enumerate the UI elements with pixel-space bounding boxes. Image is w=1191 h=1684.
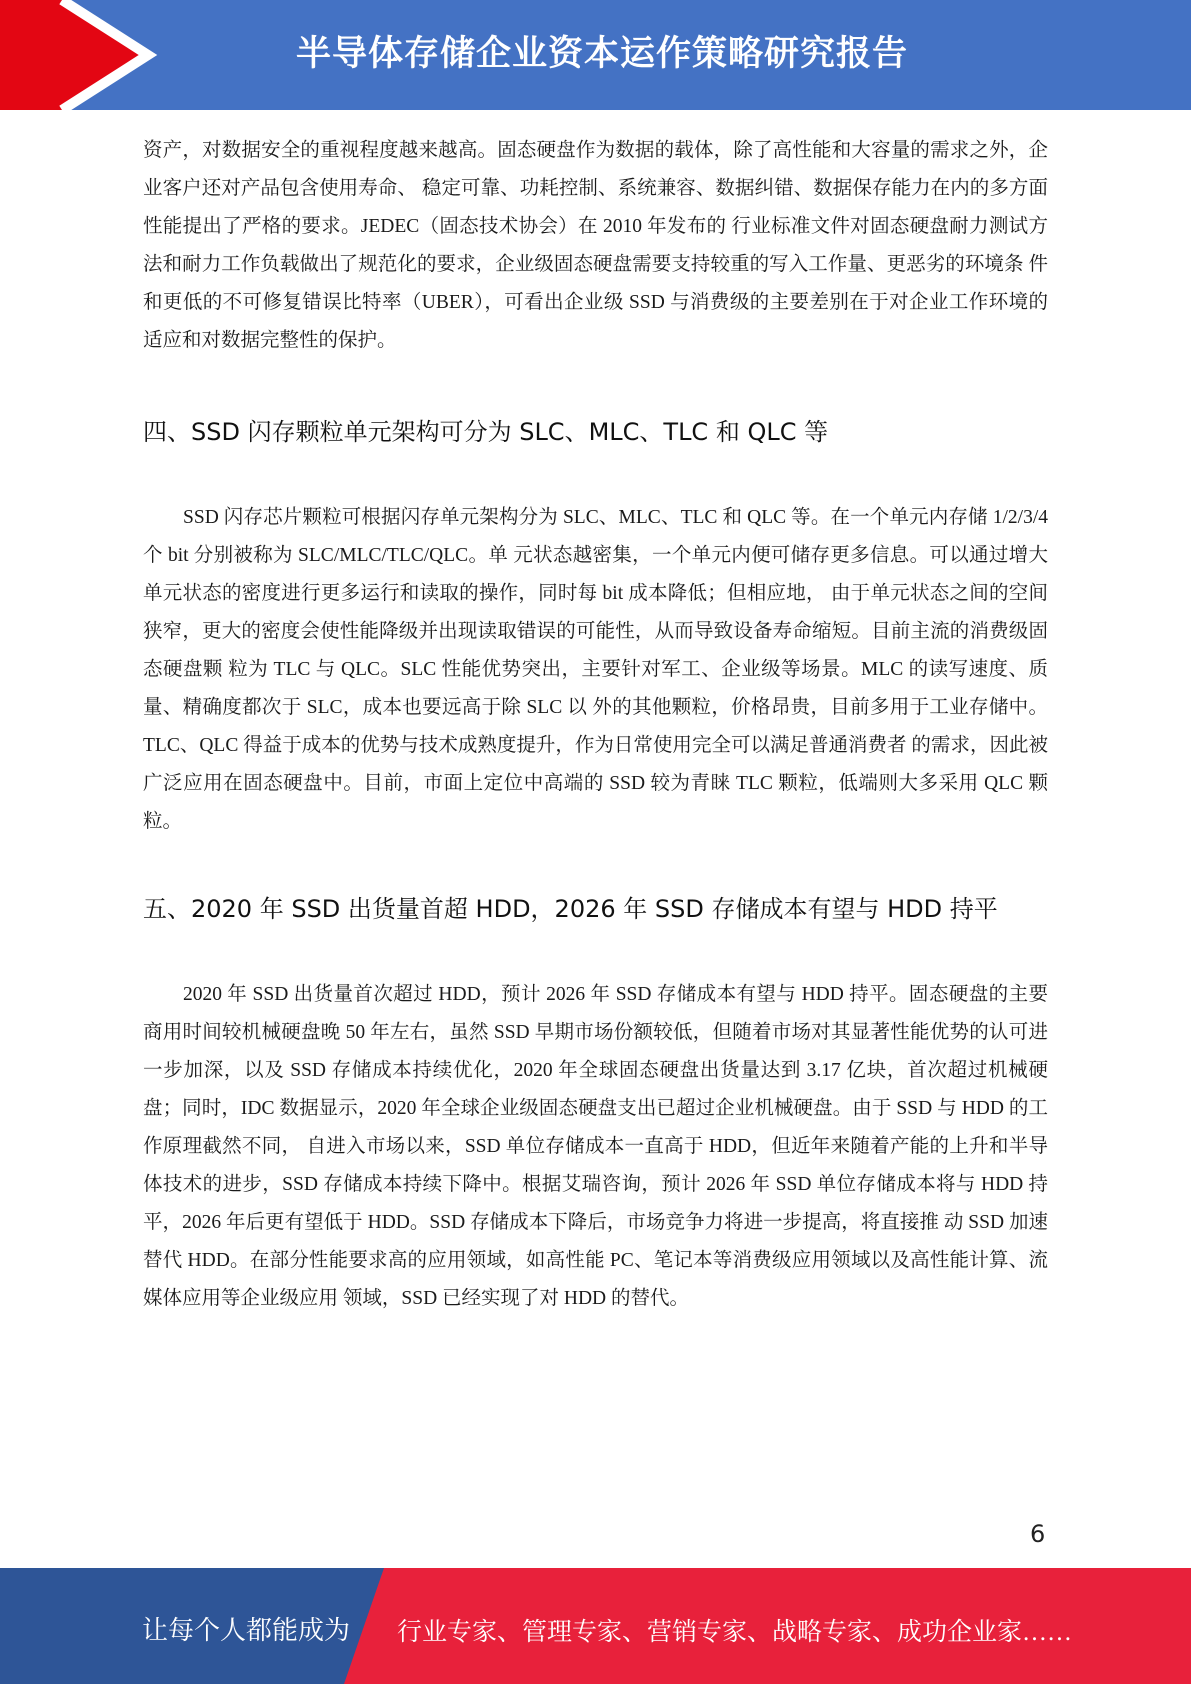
section-5-paragraph: 2020 年 SSD 出货量首次超过 HDD，预计 2026 年 SSD 存储成本有望与 HDD 持平。固态硬盘的主要商用时间较机械硬盘晚 50 年左右，虽然 SSD 早期市场份额较低，但随着市场对其显著性能优势的认可进一步加深，以及 SSD 存储成本持续优化，2020 年全球固态硬盘出货量达到 3.17 亿块，首次超过机械硬盘；同时，IDC 数据显示，2020 年全球企业级固态硬盘支出已超过企业机械硬盘。由于 SSD 与 HDD 的工作原理截然不同， 自进入市场以来，SSD 单位存储成本一直高于 HDD，但近年来随着产能的上升和半导体技术的进步，SSD 存储成本持续下降中。根据艾瑞咨询，预计 2026 年 SSD 单位存储成本将与 HDD 持平，2026 年后更有望低于 HDD。SSD 存储成本下降后，市场竞争力将进一步提高，将直接推 动 SSD 加速替代 HDD。在部分性能要求高的应用领域，如高性能 PC、笔记本等消费级应用领域以及高性能计算、流媒体应用等企业级应用 领域，SSD 已经实现了对 HDD 的替代。 — [143, 984, 1048, 1309]
footer-slogan-left: 让每个人都能成为 — [142, 1616, 351, 1645]
page-footer — [0, 1568, 1191, 1684]
section-4-heading: 四、SSD 闪存颗粒单元架构可分为 SLC、MLC、TLC 和 QLC 等 — [143, 418, 829, 446]
intro-paragraph: 资产，对数据安全的重视程度越来越高。固态硬盘作为数据的载体，除了高性能和大容量的需求之外，企业客户还对产品包含使用寿命、 稳定可靠、功耗控制、系统兼容、数据纠错、数据保存能力在内的多方面性能提出了严格的要求。JEDEC（固态技术协会）在 2010 年发布的 行业标准文件对固态硬盘耐力测试方法和耐力工作负载做出了规范化的要求，企业级固态硬盘需要支持较重的写入工作量、更恶劣的环境条 件和更低的不可修复错误比特率（UBER），可看出企业级 SSD 与消费级的主要差别在于对企业工作环境的适应和对数据完整性的保护。 — [143, 140, 1048, 351]
report-title: 半导体存储企业资本运作策略研究报告 — [296, 34, 909, 74]
page-number: 6 — [1030, 1520, 1046, 1548]
main-content — [143, 132, 1048, 1318]
section-4-paragraph: SSD 闪存芯片颗粒可根据闪存单元架构分为 SLC、MLC、TLC 和 QLC 等。在一个单元内存储 1/2/3/4 个 bit 分别被称为 SLC/MLC/TLC/QLC。单 元状态越密集，一个单元内便可储存更多信息。可以通过增大单元状态的密度进行更多运行和读取的操作，同时每 bit 成本降低；但相应地， 由于单元状态之间的空间狭窄，更大的密度会使性能降级并出现读取错误的可能性，从而导致设备寿命缩短。目前主流的消费级固态硬盘颗 粒为 TLC 与 QLC。SLC 性能优势突出，主要针对军工、企业级等场景。MLC 的读写速度、质量、精确度都次于 SLC，成本也要远高于除 SLC 以 外的其他颗粒，价格昂贵，目前多用于工业存储中。TLC、QLC 得益于成本的优势与技术成熟度提升，作为日常使用完全可以满足普通消费者 的需求，因此被广泛应用在固态硬盘中。目前，市面上定位中高端的 SSD 较为青睐 TLC 颗粒，低端则大多采用 QLC 颗粒。 — [143, 507, 1048, 832]
section-5-heading: 五、2020 年 SSD 出货量首超 HDD，2026 年 SSD 存储成本有望与 HDD 持平 — [143, 895, 998, 923]
page-header — [0, 0, 1191, 110]
footer-slogan-right: 行业专家、管理专家、营销专家、战略专家、成功企业家…… — [397, 1619, 1073, 1646]
